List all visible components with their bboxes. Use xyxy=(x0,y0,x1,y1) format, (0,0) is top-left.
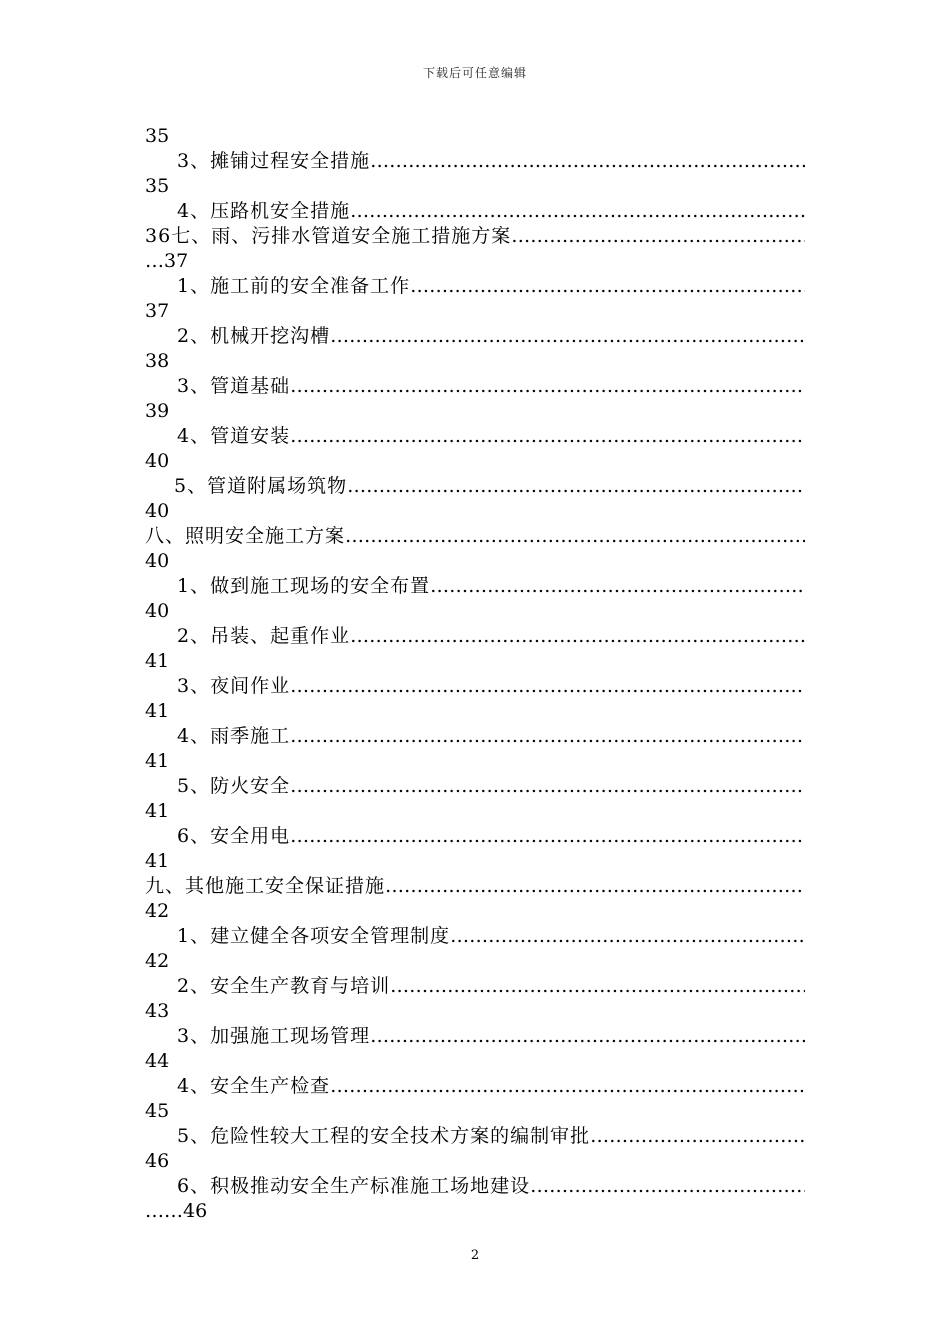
toc-entry[interactable] xyxy=(145,424,805,449)
toc-entry[interactable] xyxy=(145,724,805,749)
toc-page-number: 36 xyxy=(145,225,172,247)
toc-page-number: 40 xyxy=(145,450,170,472)
toc-entry-title: 八、照明安全施工方案 xyxy=(145,525,346,547)
toc-leader-dots xyxy=(370,149,805,174)
toc-leader-dots xyxy=(410,274,805,299)
toc-page-number: 43 xyxy=(145,1000,170,1022)
toc-entry-title: 1、建立健全各项安全管理制度 xyxy=(177,925,451,947)
toc-leader-dots xyxy=(330,1074,805,1099)
toc-entry-title: 6、安全用电 xyxy=(177,825,291,847)
toc-leader-dots xyxy=(290,374,805,399)
toc-page-number: 42 xyxy=(145,950,170,972)
toc-entry-title: 5、危险性较大工程的安全技术方案的编制审批 xyxy=(177,1125,591,1147)
toc-entry-section[interactable] xyxy=(145,524,805,549)
toc-page-number: 40 xyxy=(145,500,170,522)
toc-entry-title: 6、积极推动安全生产标准施工场地建设 xyxy=(177,1175,531,1197)
toc-page-number: 41 xyxy=(145,850,170,872)
toc-page-number: 40 xyxy=(145,600,170,622)
toc-entry[interactable] xyxy=(145,149,805,174)
toc-leader-dots xyxy=(511,224,805,249)
toc-entry-section[interactable] xyxy=(145,224,805,249)
table-of-contents xyxy=(145,124,805,1224)
toc-leader-dots xyxy=(370,1024,805,1049)
page-number: 2 xyxy=(470,1248,480,1263)
toc-entry-title: 5、管道附属场筑物 xyxy=(174,475,348,497)
toc-leader-dots xyxy=(350,624,805,649)
toc-page-number: 39 xyxy=(145,400,170,422)
toc-entry-title: 2、机械开挖沟槽 xyxy=(177,325,331,347)
toc-entry[interactable] xyxy=(145,324,805,349)
toc-entry-title: 4、安全生产检查 xyxy=(177,1075,331,1097)
toc-entry-title: 2、吊装、起重作业 xyxy=(177,625,351,647)
toc-leader-dots xyxy=(350,199,805,224)
toc-entry[interactable] xyxy=(145,1174,805,1199)
toc-leader-dots xyxy=(530,1174,805,1199)
toc-leader-dots xyxy=(290,724,805,749)
toc-entry-title: 2、安全生产教育与培训 xyxy=(177,975,391,997)
toc-entry[interactable] xyxy=(145,199,805,224)
toc-page-number: 46 xyxy=(145,1150,170,1172)
toc-entry-section[interactable] xyxy=(145,874,805,899)
toc-entry[interactable] xyxy=(145,374,805,399)
toc-entry[interactable] xyxy=(145,674,805,699)
toc-entry[interactable] xyxy=(145,1124,805,1149)
toc-entry-title: 3、摊铺过程安全措施 xyxy=(177,150,371,172)
toc-entry[interactable] xyxy=(145,774,805,799)
toc-page-number: 41 xyxy=(145,700,170,722)
toc-entry-title: 4、雨季施工 xyxy=(177,725,291,747)
toc-entry[interactable] xyxy=(145,474,805,499)
toc-leader-dots xyxy=(290,824,805,849)
toc-entry[interactable] xyxy=(145,824,805,849)
toc-leader-dots xyxy=(590,1124,805,1149)
toc-entry-title: 4、压路机安全措施 xyxy=(177,200,351,222)
toc-leader-dots xyxy=(390,974,805,999)
toc-entry[interactable] xyxy=(145,1024,805,1049)
toc-page-number: 41 xyxy=(145,750,170,772)
page-header: 下载后可任意编辑 xyxy=(422,66,527,80)
toc-page-number: 40 xyxy=(145,550,170,572)
toc-leader-dots xyxy=(450,924,805,949)
toc-page-number: 37 xyxy=(145,300,170,322)
toc-entry[interactable] xyxy=(145,274,805,299)
toc-leader-dots xyxy=(385,874,805,899)
toc-entry-title: 九、其他施工安全保证措施 xyxy=(145,875,386,897)
toc-page-number: …37 xyxy=(145,250,189,272)
toc-entry[interactable] xyxy=(145,1074,805,1099)
toc-entry-title: 七、雨、污排水管道安全施工措施方案 xyxy=(171,225,512,247)
toc-entry-title: 3、加强施工现场管理 xyxy=(177,1025,371,1047)
toc-page-number: ……46 xyxy=(145,1200,208,1222)
toc-page-number: 41 xyxy=(145,800,170,822)
toc-entry-title: 5、防火安全 xyxy=(177,775,291,797)
toc-page-number: 35 xyxy=(145,125,170,147)
toc-entry[interactable] xyxy=(145,624,805,649)
toc-entry-title: 1、做到施工现场的安全布置 xyxy=(177,575,431,597)
toc-entry-title: 3、管道基础 xyxy=(177,375,291,397)
toc-page-number: 35 xyxy=(145,175,170,197)
toc-entry-title: 3、夜间作业 xyxy=(177,675,291,697)
toc-page-number: 44 xyxy=(145,1050,170,1072)
toc-page-number: 38 xyxy=(145,350,170,372)
toc-leader-dots xyxy=(430,574,805,599)
toc-leader-dots xyxy=(290,674,805,699)
toc-entry[interactable] xyxy=(145,974,805,999)
toc-leader-dots xyxy=(290,774,805,799)
toc-leader-dots xyxy=(290,424,805,449)
toc-page-number: 45 xyxy=(145,1100,170,1122)
toc-page-number: 42 xyxy=(145,900,170,922)
toc-leader-dots xyxy=(330,324,805,349)
toc-entry-title: 4、管道安装 xyxy=(177,425,291,447)
toc-entry-title: 1、施工前的安全准备工作 xyxy=(177,275,411,297)
toc-entry[interactable] xyxy=(145,574,805,599)
toc-entry[interactable] xyxy=(145,924,805,949)
toc-leader-dots xyxy=(345,524,805,549)
toc-page-number: 41 xyxy=(145,650,170,672)
toc-leader-dots xyxy=(347,474,805,499)
